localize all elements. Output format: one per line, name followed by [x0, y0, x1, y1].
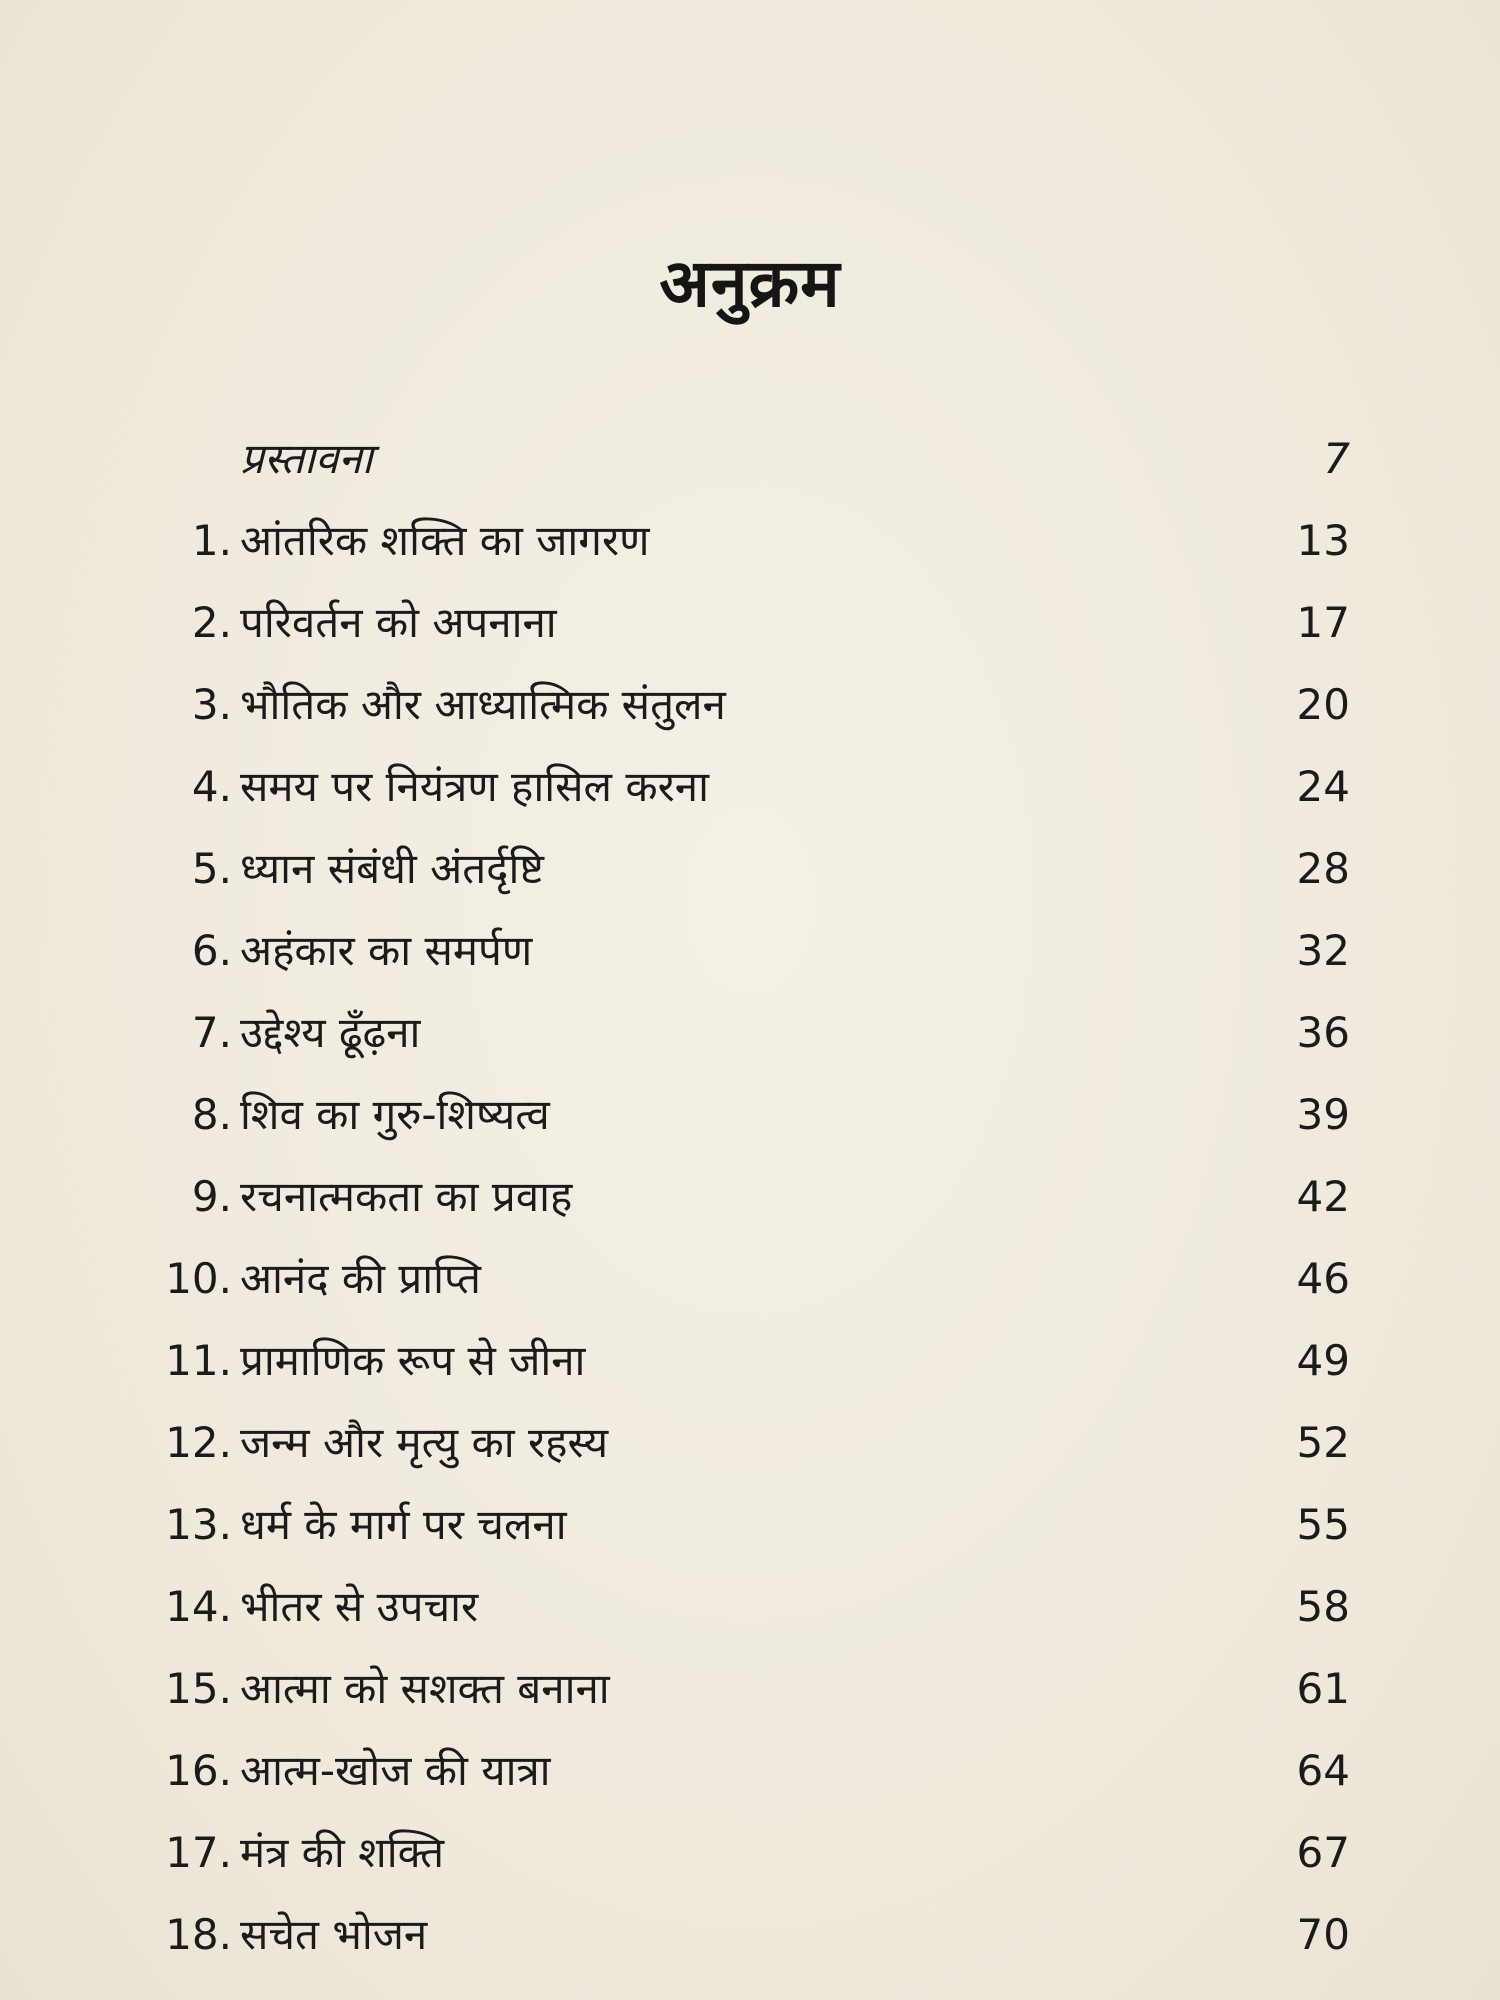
toc-entry-preface [140, 418, 1350, 500]
toc-entry-label: उद्देश्य ढूँढ़ना [240, 1008, 421, 1057]
toc-entry-number: 8. [191, 1090, 232, 1139]
toc-entry-label: प्रस्तावना [240, 434, 373, 483]
table-of-contents [140, 418, 1350, 1976]
toc-entry [140, 1730, 1350, 1812]
toc-entry-number: 14. [165, 1582, 232, 1631]
toc-entry [140, 1402, 1350, 1484]
toc-entry-label: परिवर्तन को अपनाना [240, 598, 557, 647]
toc-entry-label: रचनात्मकता का प्रवाह [240, 1172, 573, 1221]
toc-entry-number: 15. [165, 1664, 232, 1713]
toc-entry-page: 17 [1296, 598, 1350, 647]
toc-entry [140, 1320, 1350, 1402]
toc-entry-number: 1. [191, 516, 232, 565]
toc-entry-page: 52 [1296, 1418, 1350, 1467]
toc-entry-number: 3. [191, 680, 232, 729]
toc-entry-page: 20 [1296, 680, 1350, 729]
toc-entry-label: आनंद की प्राप्ति [240, 1254, 481, 1303]
toc-entry-page: 28 [1296, 844, 1350, 893]
toc-entry-label: ध्यान संबंधी अंतर्दृष्टि [240, 844, 544, 893]
toc-entry-number: 13. [165, 1500, 232, 1549]
toc-entry-label: अहंकार का समर्पण [240, 926, 533, 975]
toc-entry [140, 582, 1350, 664]
toc-entry-page: 70 [1296, 1910, 1350, 1959]
toc-entry-label: भौतिक और आध्यात्मिक संतुलन [240, 680, 726, 729]
toc-entry [140, 1074, 1350, 1156]
toc-entry-label: समय पर नियंत्रण हासिल करना [240, 762, 709, 811]
toc-entry [140, 828, 1350, 910]
toc-entry-label: भीतर से उपचार [240, 1582, 479, 1631]
toc-entry-page: 39 [1296, 1090, 1350, 1139]
toc-entry [140, 746, 1350, 828]
toc-entry-label: आत्मा को सशक्त बनाना [240, 1664, 610, 1713]
toc-entry-number: 16. [165, 1746, 232, 1795]
toc-entry-page: 61 [1296, 1664, 1350, 1713]
toc-entry-label: मंत्र की शक्ति [240, 1828, 445, 1877]
toc-entry-number: 5. [191, 844, 232, 893]
toc-entry-page: 32 [1296, 926, 1350, 975]
toc-entry-number: 6. [191, 926, 232, 975]
toc-entry-page: 67 [1296, 1828, 1350, 1877]
toc-entry [140, 1156, 1350, 1238]
toc-entry [140, 1484, 1350, 1566]
toc-entry-label: आत्म-खोज की यात्रा [240, 1746, 551, 1795]
toc-entry-number: 10. [165, 1254, 232, 1303]
toc-entry-number: 7. [191, 1008, 232, 1057]
toc-entry-number: 4. [191, 762, 232, 811]
toc-entry [140, 1648, 1350, 1730]
toc-entry-number: 12. [165, 1418, 232, 1467]
toc-entry-number: 11. [165, 1336, 232, 1385]
toc-entry-page: 36 [1296, 1008, 1350, 1057]
toc-entry-label: धर्म के मार्ग पर चलना [240, 1500, 567, 1549]
toc-entry-label: प्रामाणिक रूप से जीना [240, 1336, 586, 1385]
toc-entry [140, 1566, 1350, 1648]
toc-entry [140, 500, 1350, 582]
toc-entry-page: 55 [1296, 1500, 1350, 1549]
toc-entry-page: 42 [1296, 1172, 1350, 1221]
toc-entry-page: 64 [1296, 1746, 1350, 1795]
toc-entry [140, 1812, 1350, 1894]
toc-entry-page: 58 [1296, 1582, 1350, 1631]
toc-entry-page: 46 [1296, 1254, 1350, 1303]
toc-entry [140, 1238, 1350, 1320]
toc-entry-page: 49 [1296, 1336, 1350, 1385]
toc-entry [140, 1894, 1350, 1976]
toc-entry-number: 18. [165, 1910, 232, 1959]
toc-entry-number: 2. [191, 598, 232, 647]
toc-entry [140, 910, 1350, 992]
toc-entry-label: जन्म और मृत्यु का रहस्य [240, 1418, 609, 1467]
toc-entry-label: शिव का गुरु-शिष्यत्व [240, 1090, 550, 1139]
toc-entry-number: 17. [165, 1828, 232, 1877]
toc-entry [140, 664, 1350, 746]
toc-entry-page: 13 [1296, 516, 1350, 565]
toc-entry-page: 24 [1296, 762, 1350, 811]
toc-entry-number: 9. [191, 1172, 232, 1221]
toc-entry-page: 7 [1323, 434, 1350, 483]
page-title: अनुक्रम [659, 245, 841, 322]
toc-entry-label: सचेत भोजन [240, 1910, 428, 1959]
toc-entry [140, 992, 1350, 1074]
toc-entry-label: आंतरिक शक्ति का जागरण [240, 516, 650, 565]
